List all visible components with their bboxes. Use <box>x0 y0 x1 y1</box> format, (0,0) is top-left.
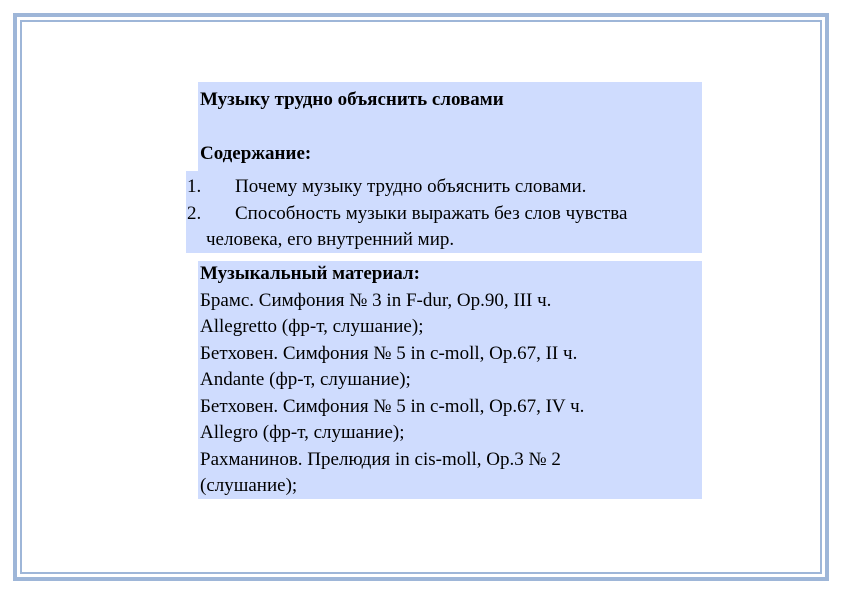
list-item <box>186 172 702 201</box>
list-item-text <box>186 201 702 253</box>
list-item-number: 2. <box>187 203 202 224</box>
material-line: Бетховен. Симфония № 5 in c-moll, Op.67, II ч. <box>200 342 578 364</box>
material-line: Allegretto (фр-т, слушание); <box>200 316 424 337</box>
material-line: Бетховен. Симфония № 5 in c-moll, Op.67, IV ч. <box>200 395 585 417</box>
material-line: Брамс. Симфония № 3 in F-dur, Op.90, III ч. <box>200 289 552 311</box>
material-line: Рахманинов. Прелюдия in cis-moll, Op.3 № 2 <box>200 448 561 470</box>
list-item <box>186 201 702 253</box>
title-section <box>198 82 702 171</box>
list-item-text: Почему музыку трудно объяснить словами. <box>235 176 587 197</box>
slide-title: Музыку трудно объяснить словами <box>200 89 504 110</box>
contents-heading: Содержание: <box>200 143 312 164</box>
material-heading: Музыкальный материал: <box>200 263 420 284</box>
list-item-number: 1. <box>187 176 202 197</box>
material-line: (слушание); <box>200 475 298 496</box>
material-line: Andante (фр-т, слушание); <box>200 369 411 390</box>
list-item-text-line2: человека, его внутренний мир. <box>206 229 455 250</box>
list-item-text-line1: Способность музыки выражать без слов чувства <box>235 203 628 224</box>
material-line: Allegro (фр-т, слушание); <box>200 422 405 443</box>
contents-list <box>186 171 702 253</box>
material-section <box>198 261 702 499</box>
title-spacer <box>200 113 702 140</box>
